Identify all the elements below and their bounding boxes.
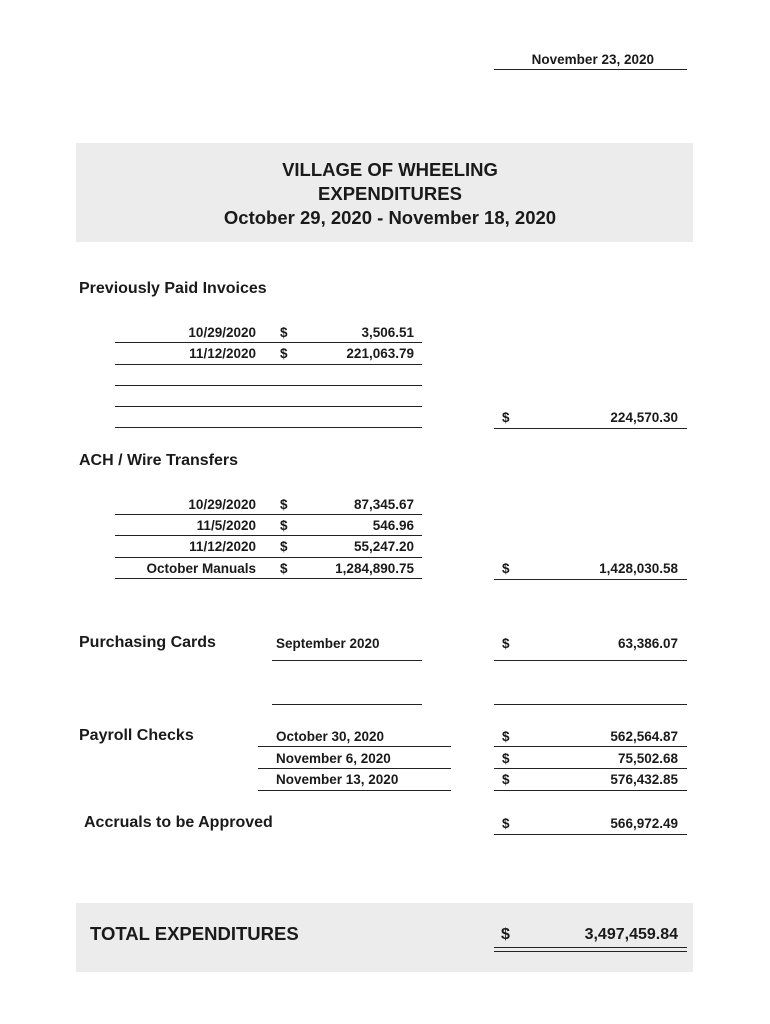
payroll-row-divider xyxy=(258,746,451,747)
payroll-row-label: October 30, 2020 xyxy=(276,729,385,744)
prev-row-amount: 3,506.51 xyxy=(361,325,414,340)
purchasing-cards-period: September 2020 xyxy=(276,636,380,651)
report-date: November 23, 2020 xyxy=(531,52,654,67)
payroll-row-amount: 562,564.87 xyxy=(610,729,678,744)
payroll-row-label: November 6, 2020 xyxy=(276,751,391,766)
title-line-2: EXPENDITURES xyxy=(318,183,462,204)
purchasing-cards-currency: $ xyxy=(502,636,510,651)
payroll-row-currency: $ xyxy=(502,772,510,787)
ach-row-amount: 55,247.20 xyxy=(353,539,414,554)
payroll-row-label: November 13, 2020 xyxy=(276,772,399,787)
prev-total-amount: 224,570.30 xyxy=(610,410,678,425)
prev-row-divider xyxy=(115,427,422,428)
ach-row-divider xyxy=(115,557,422,558)
ach-row-divider xyxy=(115,535,422,536)
prev-row-divider xyxy=(115,364,422,365)
ach-row-label: 11/12/2020 xyxy=(189,539,256,554)
payroll-row-amount: 75,502.68 xyxy=(617,751,678,766)
payroll-row-amount: 576,432.85 xyxy=(610,772,678,787)
grand-total-underline-1 xyxy=(494,947,687,948)
ach-row-amount: 87,345.67 xyxy=(353,497,414,512)
ach-row-currency: $ xyxy=(280,561,288,576)
payroll-heading: Payroll Checks xyxy=(79,727,194,744)
ach-total-currency: $ xyxy=(502,561,510,576)
prev-total-currency: $ xyxy=(502,410,510,425)
ach-row-currency: $ xyxy=(280,518,288,533)
purchasing-cards-heading: Purchasing Cards xyxy=(79,634,216,651)
report-title xyxy=(76,158,704,230)
prev-row-divider xyxy=(115,385,422,386)
payroll-row-divider xyxy=(494,768,687,769)
accruals-currency: $ xyxy=(502,816,510,831)
prev-row-amount: 221,063.79 xyxy=(346,346,414,361)
ach-row-amount: 1,284,890.75 xyxy=(335,561,414,576)
accruals-underline xyxy=(494,834,687,835)
ach-row-label: October Manuals xyxy=(146,561,256,576)
prev-total-underline xyxy=(494,428,687,429)
prev-row-label: 10/29/2020 xyxy=(188,325,256,340)
ach-heading: ACH / Wire Transfers xyxy=(79,452,239,469)
grand-total-amount: 3,497,459.84 xyxy=(584,926,678,943)
title-line-1: VILLAGE OF WHEELING xyxy=(282,159,498,180)
grand-total-underline-2 xyxy=(494,951,687,952)
ach-row-divider xyxy=(115,578,422,579)
prev-row-divider xyxy=(115,342,422,343)
ach-total-amount: 1,428,030.58 xyxy=(599,561,678,576)
grand-total-label: TOTAL EXPENDITURES xyxy=(90,923,299,944)
ach-row-label: 10/29/2020 xyxy=(188,497,256,512)
grand-total-currency: $ xyxy=(501,926,510,943)
payroll-row-currency: $ xyxy=(502,751,510,766)
ach-row-amount: 546.96 xyxy=(372,518,414,533)
purchasing-cards-total-underline xyxy=(494,660,687,661)
blank-entry-line xyxy=(494,704,687,705)
payroll-row-divider xyxy=(258,768,451,769)
blank-entry-line xyxy=(272,704,422,705)
ach-row-label: 11/5/2020 xyxy=(196,518,256,533)
payroll-row-divider xyxy=(258,790,451,791)
prev-row-currency: $ xyxy=(280,346,288,361)
title-line-3: October 29, 2020 - November 18, 2020 xyxy=(223,207,557,228)
accruals-amount: 566,972.49 xyxy=(610,816,678,831)
payroll-row-divider xyxy=(494,790,687,791)
prev-row-label: 11/12/2020 xyxy=(189,346,256,361)
ach-total-underline xyxy=(494,579,687,580)
prev-row-currency: $ xyxy=(280,325,288,340)
purchasing-cards-amount: 63,386.07 xyxy=(617,636,678,651)
ach-row-currency: $ xyxy=(280,539,288,554)
report-date-underline xyxy=(494,69,687,70)
payroll-row-currency: $ xyxy=(502,729,510,744)
ach-row-divider xyxy=(115,514,422,515)
purchasing-cards-underline xyxy=(272,660,422,661)
payroll-row-divider xyxy=(494,746,687,747)
accruals-heading: Accruals to be Approved xyxy=(84,814,273,831)
previously-paid-heading: Previously Paid Invoices xyxy=(79,280,267,297)
ach-row-currency: $ xyxy=(280,497,288,512)
prev-row-divider xyxy=(115,406,422,407)
